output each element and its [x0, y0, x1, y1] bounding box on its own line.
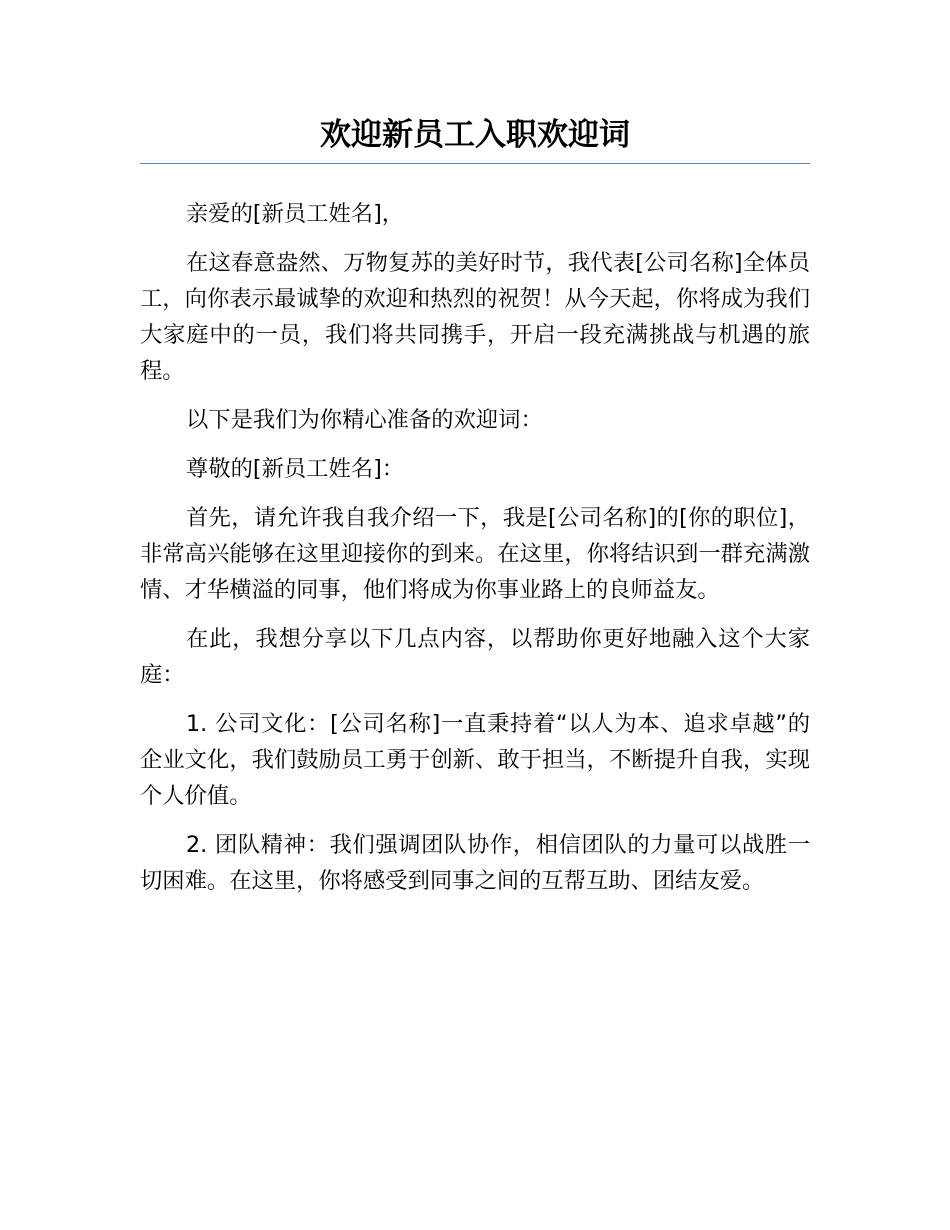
formal-salutation-paragraph: 尊敬的[新员工姓名]： [186, 456, 405, 482]
document-body [140, 196, 810, 912]
self-introduction-paragraph: 首先，请允许我自我介绍一下，我是[公司名称]的[你的职位]，非常高兴能够在这里迎接你的到来。在这里，你将结识到一群充满激情、才华横溢的同事，他们将成为你事业路上的良师益友。 [140, 505, 810, 603]
list-item-company-culture: 1. 公司文化：[公司名称]一直秉持着“以人为本、追求卓越”的企业文化，我们鼓励员工勇于创新、敢于担当，不断提升自我，实现个人价值。 [140, 711, 810, 809]
intro-line-paragraph: 以下是我们为你精心准备的欢迎词： [186, 407, 543, 433]
document-title: 欢迎新员工入职欢迎词 [320, 117, 630, 153]
list-item-team-spirit: 2. 团队精神：我们强调团队协作，相信团队的力量可以战胜一切困难。在这里，你将感受到同事之间的互帮互助、团结友爱。 [140, 832, 810, 894]
welcome-paragraph: 在这春意盎然、万物复苏的美好时节，我代表[公司名称]全体员工，向你表示最诚挚的欢迎和热烈的祝贺！从今天起，你将成为我们大家庭中的一员，我们将共同携手，开启一段充满挑战与机遇的旅程。 [140, 250, 810, 384]
sharing-intro-paragraph: 在此，我想分享以下几点内容，以帮助你更好地融入这个大家庭： [140, 626, 810, 688]
salutation-paragraph: 亲爱的[新员工姓名]， [186, 201, 405, 227]
title-underline-divider [140, 163, 810, 164]
